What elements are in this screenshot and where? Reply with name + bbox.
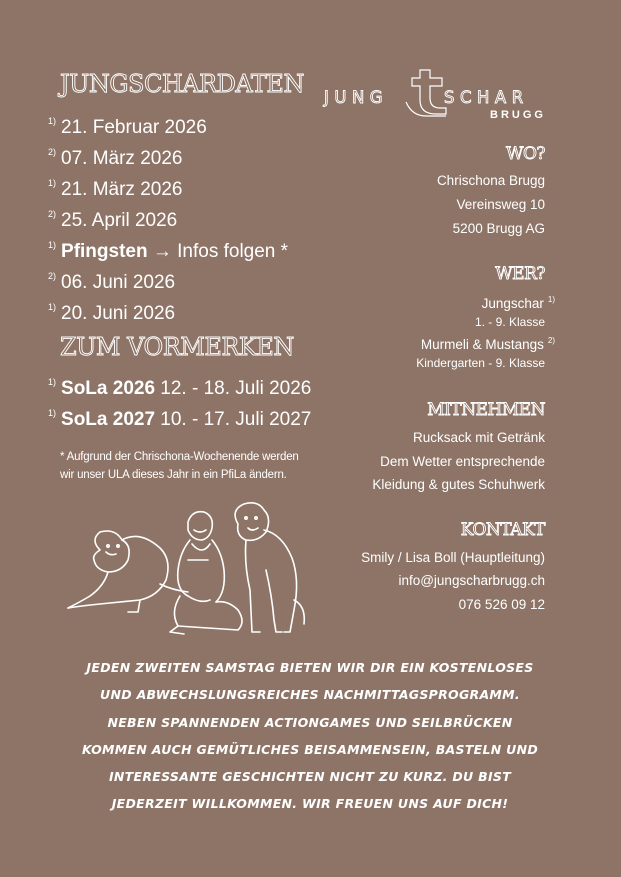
date-item-4: $^{2)}$ 25. April 2026	[48, 209, 178, 231]
logo-word-left: JUNG	[324, 88, 389, 107]
daniel-lions-illustration-icon	[60, 500, 310, 645]
kontakt-name: Smily / Lisa Boll (Hauptleitung)	[361, 550, 545, 565]
sola-2027-item: $^{1)}$ SoLa 2027 10. - 17. Juli 2027	[48, 408, 312, 430]
description-line-5: INTERESSANTE GESCHICHTEN NICHT ZU KURZ. DU BIST	[108, 769, 512, 785]
date-item-3: $^{1)}$ 21. März 2026	[48, 178, 183, 200]
date-item-1: $^{1)}$ 21. Februar 2026	[48, 116, 207, 138]
logo-brugg: BRUGG	[490, 109, 546, 121]
wo-title: WO?	[505, 144, 545, 164]
kontakt-phone: 076 526 09 12	[458, 597, 545, 612]
wer-group-2: Murmeli & Mustangs $^{2)}$	[420, 336, 555, 352]
kontakt-email[interactable]: info@jungscharbrugg.ch	[398, 573, 545, 588]
wo-line-3: 5200 Brugg AG	[452, 221, 545, 236]
logo-word-right: SCHAR	[444, 88, 529, 107]
page-title: JUNGSCHARDATEN	[60, 70, 304, 98]
description-line-1: JEDEN ZWEITEN SAMSTAG BIETEN WIR DIR EIN KOSTENLOSES	[86, 660, 534, 675]
description-text	[30, 654, 590, 818]
wer-title: WER?	[495, 264, 545, 284]
mitnehmen-line-2: Dem Wetter entsprechende	[380, 454, 545, 469]
wo-line-2: Vereinsweg 10	[456, 197, 545, 212]
mitnehmen-title: MITNEHMEN	[427, 400, 545, 420]
date-item-2: $^{2)}$ 07. März 2026	[48, 147, 183, 169]
date-item-7: $^{1)}$ 20. Juni 2026	[48, 302, 176, 324]
wer-group-2-detail: Kindergarten - 9. Klasse	[416, 356, 545, 370]
date-item-6: $^{2)}$ 06. Juni 2026	[48, 271, 176, 293]
mitnehmen-line-1: Rucksack mit Getränk	[412, 430, 545, 445]
date-item-5: $^{1)}$ Pfingsten → Infos folgen *	[48, 240, 289, 262]
vormerken-title: ZUM VORMERKEN	[60, 333, 294, 361]
wer-group-1: Jungschar $^{1)}$	[481, 295, 555, 311]
wo-line-1: Chrischona Brugg	[436, 173, 545, 188]
description-line-6: JEDERZEIT WILLKOMMEN. WIR FREUEN UNS AUF DICH!	[111, 796, 509, 812]
wer-group-1-detail: 1. - 9. Klasse	[474, 315, 545, 329]
jungschar-logo	[322, 64, 548, 126]
description-line-3: NEBEN SPANNENDEN ACTIONGAMES UND SEILBRÜCKEN	[107, 714, 513, 730]
sola-2026-item: $^{1)}$ SoLa 2026 12. - 18. Juli 2026	[48, 377, 312, 399]
footnote: * Aufgrund der Chrischona-Wochenende werden wir unser ULA dieses Jahr in ein PfiLa ändern.	[60, 451, 299, 481]
description-line-4: KOMMEN AUCH GEMÜTLICHES BEISAMMENSEIN, BASTELN UND	[81, 741, 539, 757]
description-line-2: UND ABWECHSLUNGSREICHES NACHMITTAGSPROGRAMM.	[100, 687, 520, 703]
mitnehmen-line-3: Kleidung & gutes Schuhwerk	[372, 477, 545, 492]
kontakt-title: KONTAKT	[460, 520, 545, 540]
